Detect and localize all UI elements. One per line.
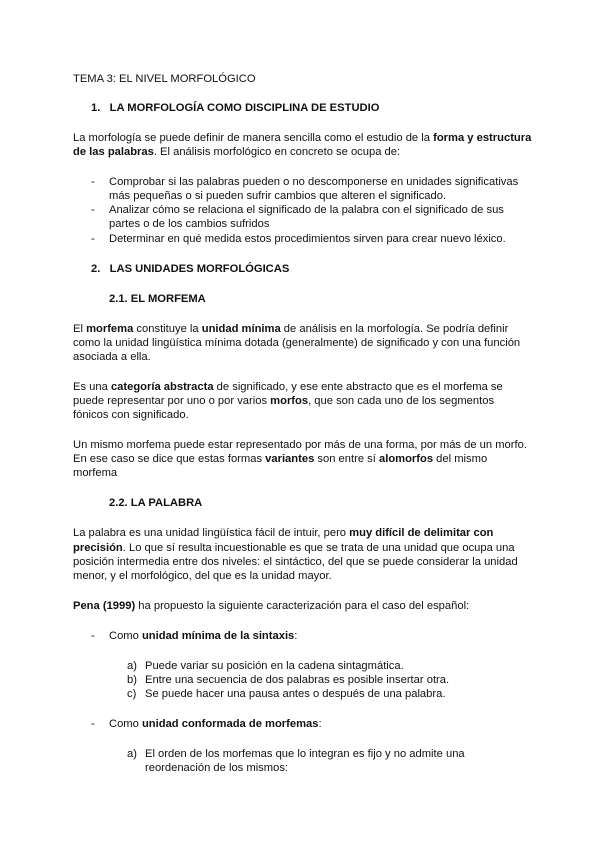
- paragraph-line: El morfema constituye la unidad mínima de análisis en la morfología. Se podría definir: [73, 323, 509, 335]
- list-item: El orden de los morfemas que lo integran es fijo y no admite una: [145, 748, 465, 760]
- paragraph-line: precisión. Lo que sí resulta incuestionable es que se trata de una unidad que ocupa una: [73, 542, 515, 554]
- paragraph-line: La morfología se puede definir de manera sencilla como el estudio de la forma y estructura: [73, 132, 532, 144]
- bullet-item: Analizar cómo se relaciona el significado de la palabra con el significado de sus: [109, 204, 504, 216]
- paragraph-line: asociada a ella.: [73, 351, 151, 363]
- paragraph-line: La palabra es una unidad lingüística fácil de intuir, pero muy difícil de delimitar con: [73, 527, 494, 539]
- section-1-heading: 1. LA MORFOLOGÍA COMO DISCIPLINA DE ESTUDIO: [91, 102, 380, 114]
- list-marker: c): [127, 688, 137, 700]
- paragraph-line: puede representar por uno o por varios morfos, que son cada uno de los segmentos: [73, 395, 495, 407]
- list-marker: a): [127, 660, 137, 672]
- list-item: Puede variar su posición en la cadena sintagmática.: [145, 660, 404, 672]
- paragraph-line: posición intermedia entre dos niveles: el sintáctico, del que se puede considerar la unidad: [73, 556, 518, 568]
- list-item: Entre una secuencia de dos palabras es posible insertar otra.: [145, 674, 450, 686]
- bullet-marker: -: [91, 204, 95, 216]
- list-marker: a): [127, 748, 137, 760]
- paragraph-line: En ese caso se dice que estas formas variantes son entre sí alomorfos del mismo: [73, 453, 488, 465]
- paragraph-line: fónicos con significado.: [73, 409, 189, 421]
- paragraph-line: de las palabras. El análisis morfológico en concreto se ocupa de:: [73, 146, 401, 158]
- section-2-heading: 2. LAS UNIDADES MORFOLÓGICAS: [91, 263, 290, 275]
- subsection-heading: 2.1. EL MORFEMA: [109, 293, 206, 305]
- paragraph-line: morfema: [73, 467, 118, 479]
- bullet-marker: -: [91, 630, 95, 642]
- list-item: Se puede hacer una pausa antes o después de una palabra.: [145, 688, 446, 700]
- paragraph-line: menor, y el morfológico, del que es la unidad mayor.: [73, 570, 332, 582]
- bullet-item: más pequeñas o si pueden sufrir cambios que alteren el significado.: [109, 190, 447, 202]
- subsection-heading: 2.2. LA PALABRA: [109, 497, 203, 509]
- bullet-item: Como unidad conformada de morfemas:: [109, 718, 322, 730]
- list-marker: b): [127, 674, 137, 686]
- bullet-item: partes o de los cambios sufridos: [109, 218, 270, 230]
- paragraph-line: Pena (1999) ha propuesto la siguiente caracterización para el caso del español:: [73, 600, 470, 612]
- list-item: reordenación de los mismos:: [145, 762, 289, 774]
- paragraph-line: como la unidad lingüística mínima dotada (generalmente) de significado y con una función: [73, 337, 521, 349]
- bullet-item: Determinar en qué medida estos procedimientos sirven para crear nuevo léxico.: [109, 233, 506, 245]
- paragraph-line: Un mismo morfema puede estar representado por más de una forma, por más de un morfo.: [73, 439, 527, 451]
- bullet-marker: -: [91, 718, 95, 730]
- bullet-item: Comprobar si las palabras pueden o no descomponerse en unidades significativas: [109, 176, 519, 188]
- bullet-marker: -: [91, 233, 95, 245]
- paragraph-line: Es una categoría abstracta de significado, y ese ente abstracto que es el morfema se: [73, 381, 503, 393]
- bullet-item: Como unidad mínima de la sintaxis:: [109, 630, 298, 642]
- document-title: TEMA 3: EL NIVEL MORFOLÓGICO: [73, 73, 256, 85]
- bullet-marker: -: [91, 176, 95, 188]
